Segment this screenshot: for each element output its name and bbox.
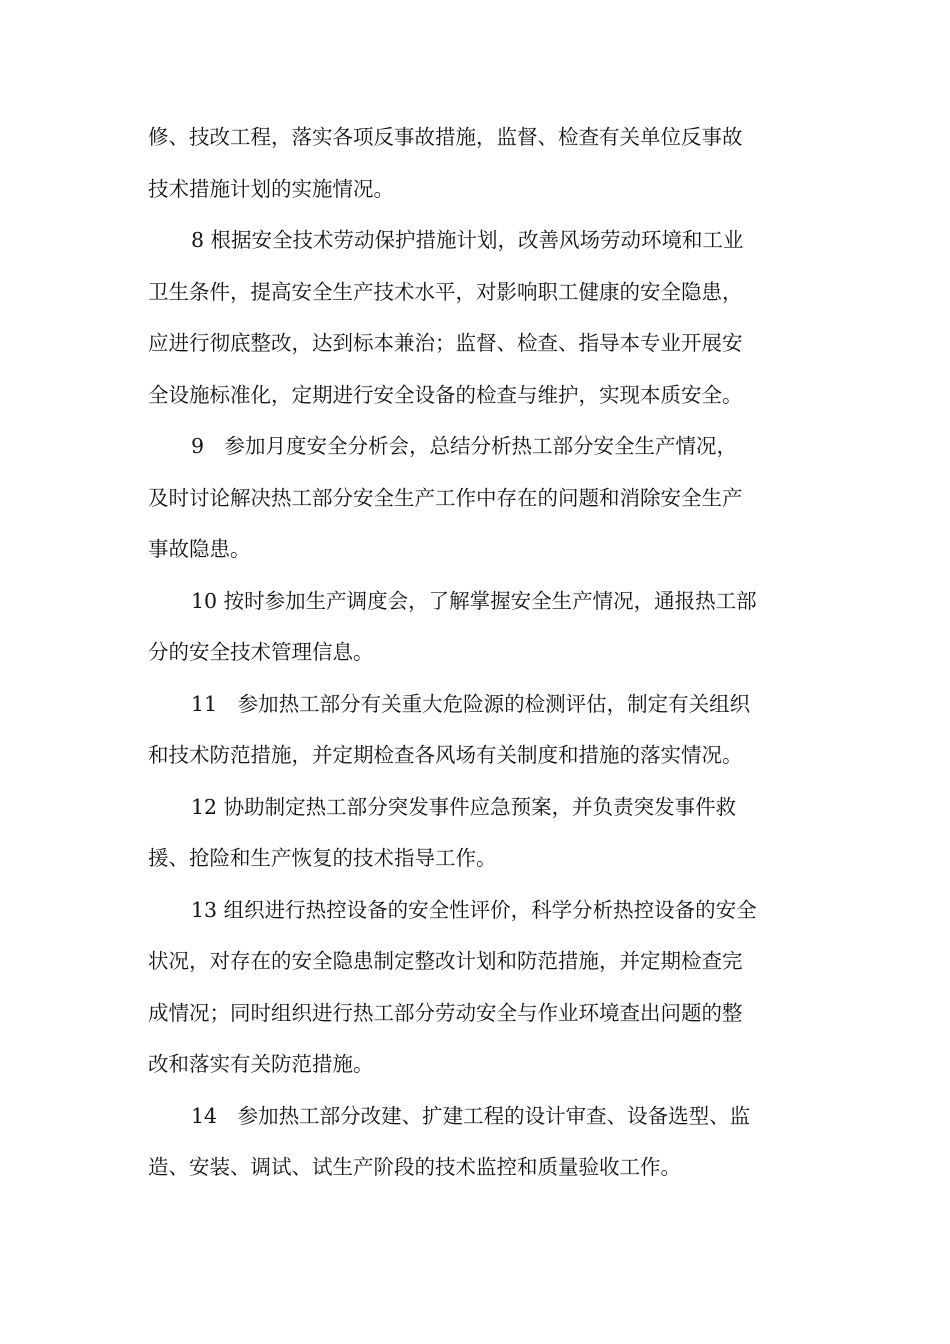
- text-line: 13 组织进行热控设备的安全性评价，科学分析热控设备的安全: [191, 897, 757, 922]
- text-line: 10 按时参加生产调度会，了解掌握安全生产情况，通报热工部: [191, 588, 757, 613]
- text-line: 技术措施计划的实施情况。: [148, 176, 394, 201]
- text-line: 及时讨论解决热工部分安全生产工作中存在的问题和消除安全生产: [148, 485, 743, 510]
- text-line: 应进行彻底整改，达到标本兼治；监督、检查、指导本专业开展安: [148, 331, 743, 355]
- text-line: 全设施标准化，定期进行安全设备的检查与维护，实现本质安全。: [148, 382, 743, 407]
- text-line: 修、技改工程，落实各项反事故措施，监督、检查有关单位反事故: [148, 125, 743, 149]
- text-line: 造、安装、调试、试生产阶段的技术监控和质量验收工作。: [148, 1155, 681, 1179]
- paragraph-item-13: [148, 885, 802, 1091]
- document-body: [148, 112, 802, 1194]
- text-line: 成情况；同时组织进行热工部分劳动安全与作业环境查出问题的整: [148, 1000, 743, 1025]
- text-line: 援、抢险和生产恢复的技术指导工作。: [148, 846, 497, 870]
- text-line: 12 协助制定热工部分突发事件应急预案，并负责突发事件救: [191, 794, 737, 819]
- paragraph-item-12: [148, 782, 802, 885]
- text-line: 卫生条件，提高安全生产技术水平，对影响职工健康的安全隐患，: [148, 279, 743, 304]
- text-line: 事故隐患。: [148, 537, 251, 561]
- paragraph-continuation: [148, 112, 802, 215]
- paragraph-item-11: [148, 679, 802, 782]
- text-line: 9 参加月度安全分析会，总结分析热工部分安全生产情况，: [191, 434, 738, 458]
- text-line: 分的安全技术管理信息。: [148, 640, 374, 664]
- paragraph-item-10: [148, 576, 802, 679]
- text-line: 状况，对存在的安全隐患制定整改计划和防范措施，并定期检查完: [148, 949, 743, 973]
- text-line: 11 参加热工部分有关重大危险源的检测评估，制定有关组织: [191, 691, 751, 716]
- text-line: 和技术防范措施，并定期检查各风场有关制度和措施的落实情况。: [148, 743, 743, 767]
- text-line: 8 根据安全技术劳动保护措施计划，改善风场劳动环境和工业: [191, 228, 744, 252]
- text-line: 14 参加热工部分改建、扩建工程的设计审查、设备选型、监: [191, 1103, 751, 1128]
- paragraph-item-8: [148, 215, 802, 421]
- text-line: 改和落实有关防范措施。: [148, 1052, 374, 1076]
- paragraph-item-9: [148, 421, 802, 576]
- paragraph-item-14: [148, 1091, 802, 1194]
